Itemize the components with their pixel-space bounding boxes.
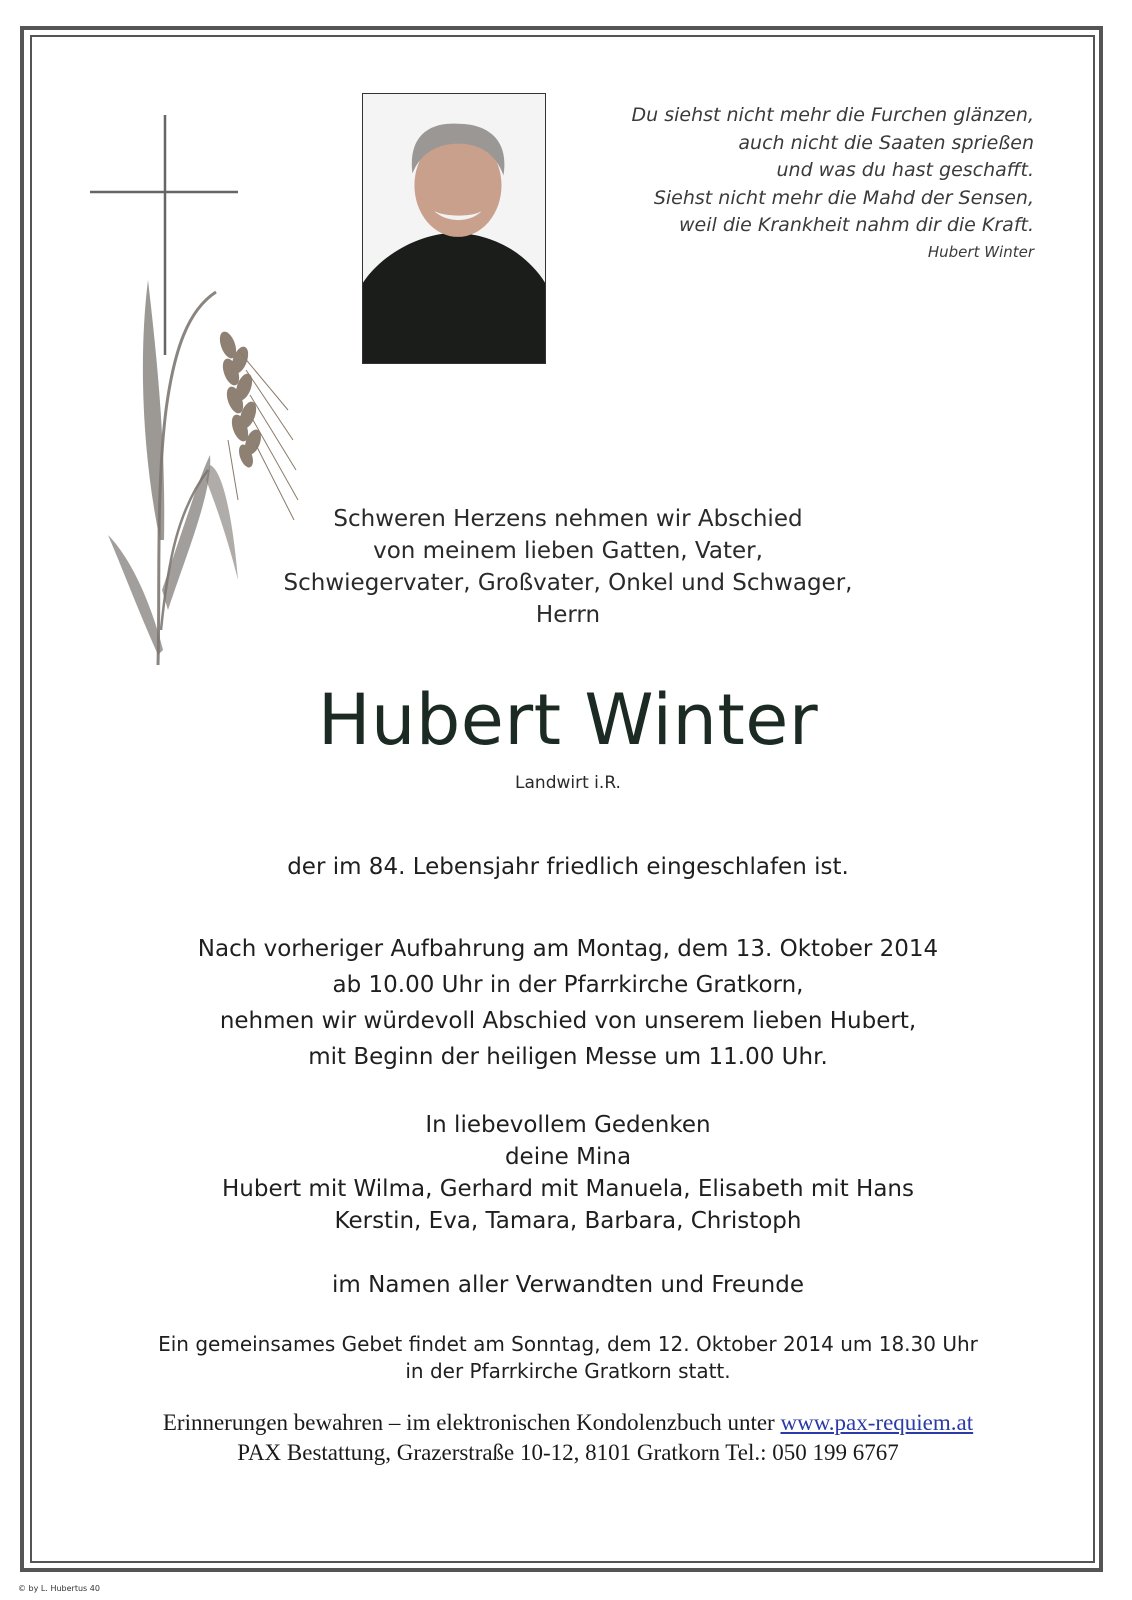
signoff-family: [100, 1173, 1036, 1205]
family-name: Manuela: [585, 1176, 684, 1202]
funeral-line: mit Beginn der heiligen Messe um 11.00 Uhr.: [308, 1044, 828, 1070]
intro-line: Schwiegervater, Großvater, Onkel und Schwager,: [283, 570, 853, 596]
poem-line: Du siehst nicht mehr die Furchen glänzen,: [631, 104, 1034, 126]
poem-line: Siehst nicht mehr die Mahd der Sensen,: [653, 186, 1034, 209]
family-separator: ,: [683, 1176, 698, 1202]
poem-line: und was du hast geschafft.: [776, 159, 1034, 181]
wife-name: Mina: [576, 1144, 632, 1170]
prayer-line: Ein gemeinsames Gebet findet am Sonntag, dem 12. Oktober 2014 um 18.30 Uhr: [158, 1332, 978, 1356]
signoff-wife: [100, 1141, 1036, 1173]
funeral-details: [100, 931, 1036, 1075]
family-name: Wilma: [353, 1176, 426, 1202]
footer-text: Erinnerungen bewahren – im elektronischen Kondolenzbuch unter: [162, 1410, 781, 1435]
signoff: [100, 1109, 1036, 1237]
signoff-prefix: deine: [504, 1144, 577, 1170]
funeral-line: Nach vorheriger Aufbahrung am Montag, dem 13. Oktober 2014: [197, 936, 939, 962]
signoff-heading: In liebevollem Gedenken: [425, 1112, 711, 1138]
footer-line-2: PAX Bestattung, Grazerstraße 10-12, 8101 Gratkorn Tel.: 050 199 6767: [237, 1440, 899, 1465]
family-separator: ,: [425, 1176, 440, 1202]
family-name: Hans: [856, 1176, 914, 1202]
intro-line: Schweren Herzens nehmen wir Abschied: [333, 506, 803, 532]
condolence-link[interactable]: www.pax-requiem.at: [780, 1410, 974, 1435]
copyright: © by L. Hubertus 40: [18, 1584, 100, 1593]
prayer-info: [100, 1331, 1036, 1385]
poem-line: auch nicht die Saaten sprießen: [738, 131, 1034, 154]
family-name: Gerhard: [439, 1176, 534, 1202]
community-line: im Namen aller Verwandten und Freunde: [332, 1272, 804, 1298]
family-name: Elisabeth: [697, 1176, 804, 1202]
family-name: Hubert: [222, 1176, 302, 1202]
family-connector: mit: [803, 1176, 857, 1202]
intro-line: von meinem lieben Gatten, Vater,: [373, 538, 763, 564]
signoff-grandchildren: Kerstin, Eva, Tamara, Barbara, Christoph: [334, 1208, 802, 1234]
funeral-line: nehmen wir würdevoll Abschied von unserem lieben Hubert,: [219, 1008, 917, 1034]
portrait-photo: [362, 93, 546, 364]
intro-text: [100, 503, 1036, 631]
family-connector: mit: [301, 1176, 354, 1202]
funeral-line: ab 10.00 Uhr in der Pfarrkirche Gratkorn,: [332, 972, 804, 998]
deceased-title: Landwirt i.R.: [515, 773, 621, 793]
family-connector: mit: [533, 1176, 586, 1202]
deceased-name: Hubert Winter: [317, 679, 819, 761]
footer: [100, 1408, 1036, 1468]
age-line: der im 84. Lebensjahr friedlich eingeschlafen ist.: [287, 854, 849, 880]
footer-line-1: [100, 1408, 1036, 1438]
poem-line: weil die Krankheit nahm dir die Kraft.: [679, 214, 1034, 236]
intro-line: Herrn: [535, 602, 601, 628]
prayer-line: in der Pfarrkirche Gratkorn statt.: [405, 1359, 731, 1383]
poem-author: Hubert Winter: [927, 242, 1034, 261]
poem: [534, 102, 1034, 264]
